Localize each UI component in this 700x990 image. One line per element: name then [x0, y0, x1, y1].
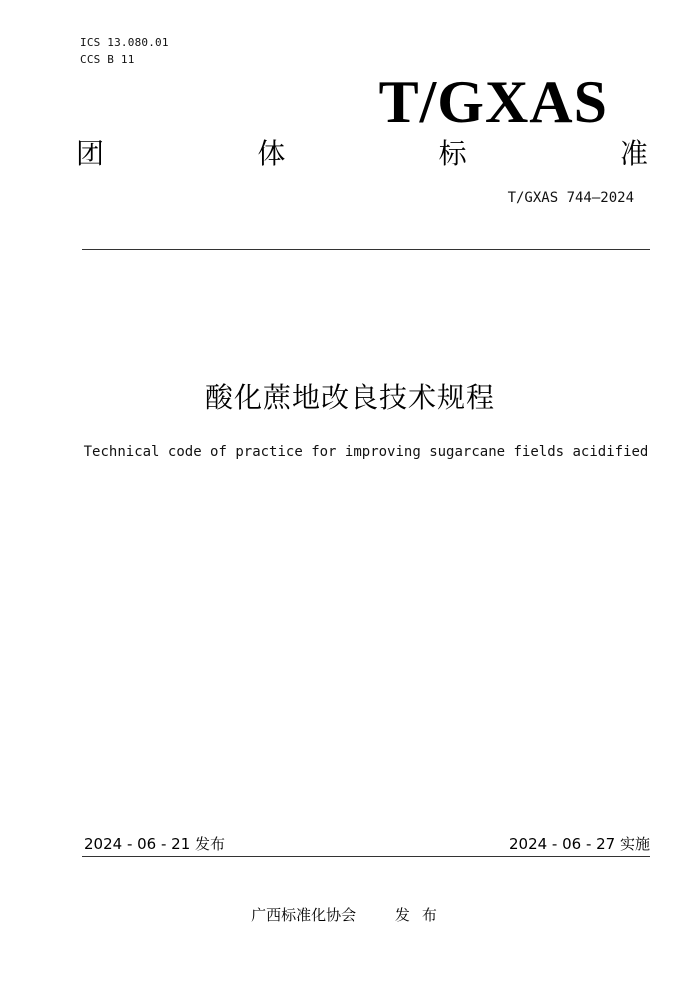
- ccs-code: CCS B 11: [80, 53, 135, 66]
- bottom-divider: [82, 856, 650, 857]
- implementation-date: 2024 - 06 - 27 实施: [508, 835, 650, 853]
- standard-type-char: 标: [438, 137, 467, 170]
- publisher-line: [0, 904, 700, 926]
- standard-type-heading: [76, 134, 648, 174]
- standard-number: T/GXAS 744—2024: [507, 190, 634, 206]
- document-title-english: Technical code of practice for improving sugarcane fields acidified: [83, 444, 649, 460]
- standard-type-char: 准: [619, 137, 648, 170]
- standard-type-char: 团: [76, 137, 105, 170]
- document-title-chinese: 酸化蔗地改良技术规程: [204, 381, 495, 414]
- top-divider: [82, 249, 650, 250]
- publisher-action: 发布: [394, 906, 449, 924]
- ics-code: ICS 13.080.01: [80, 36, 169, 49]
- standard-type-char: 体: [257, 137, 286, 170]
- issue-date: 2024 - 06 - 21 发布: [84, 835, 226, 853]
- standard-brand-logo: T/GXAS: [378, 69, 608, 135]
- publisher-organization: 广西标准化协会: [251, 906, 357, 924]
